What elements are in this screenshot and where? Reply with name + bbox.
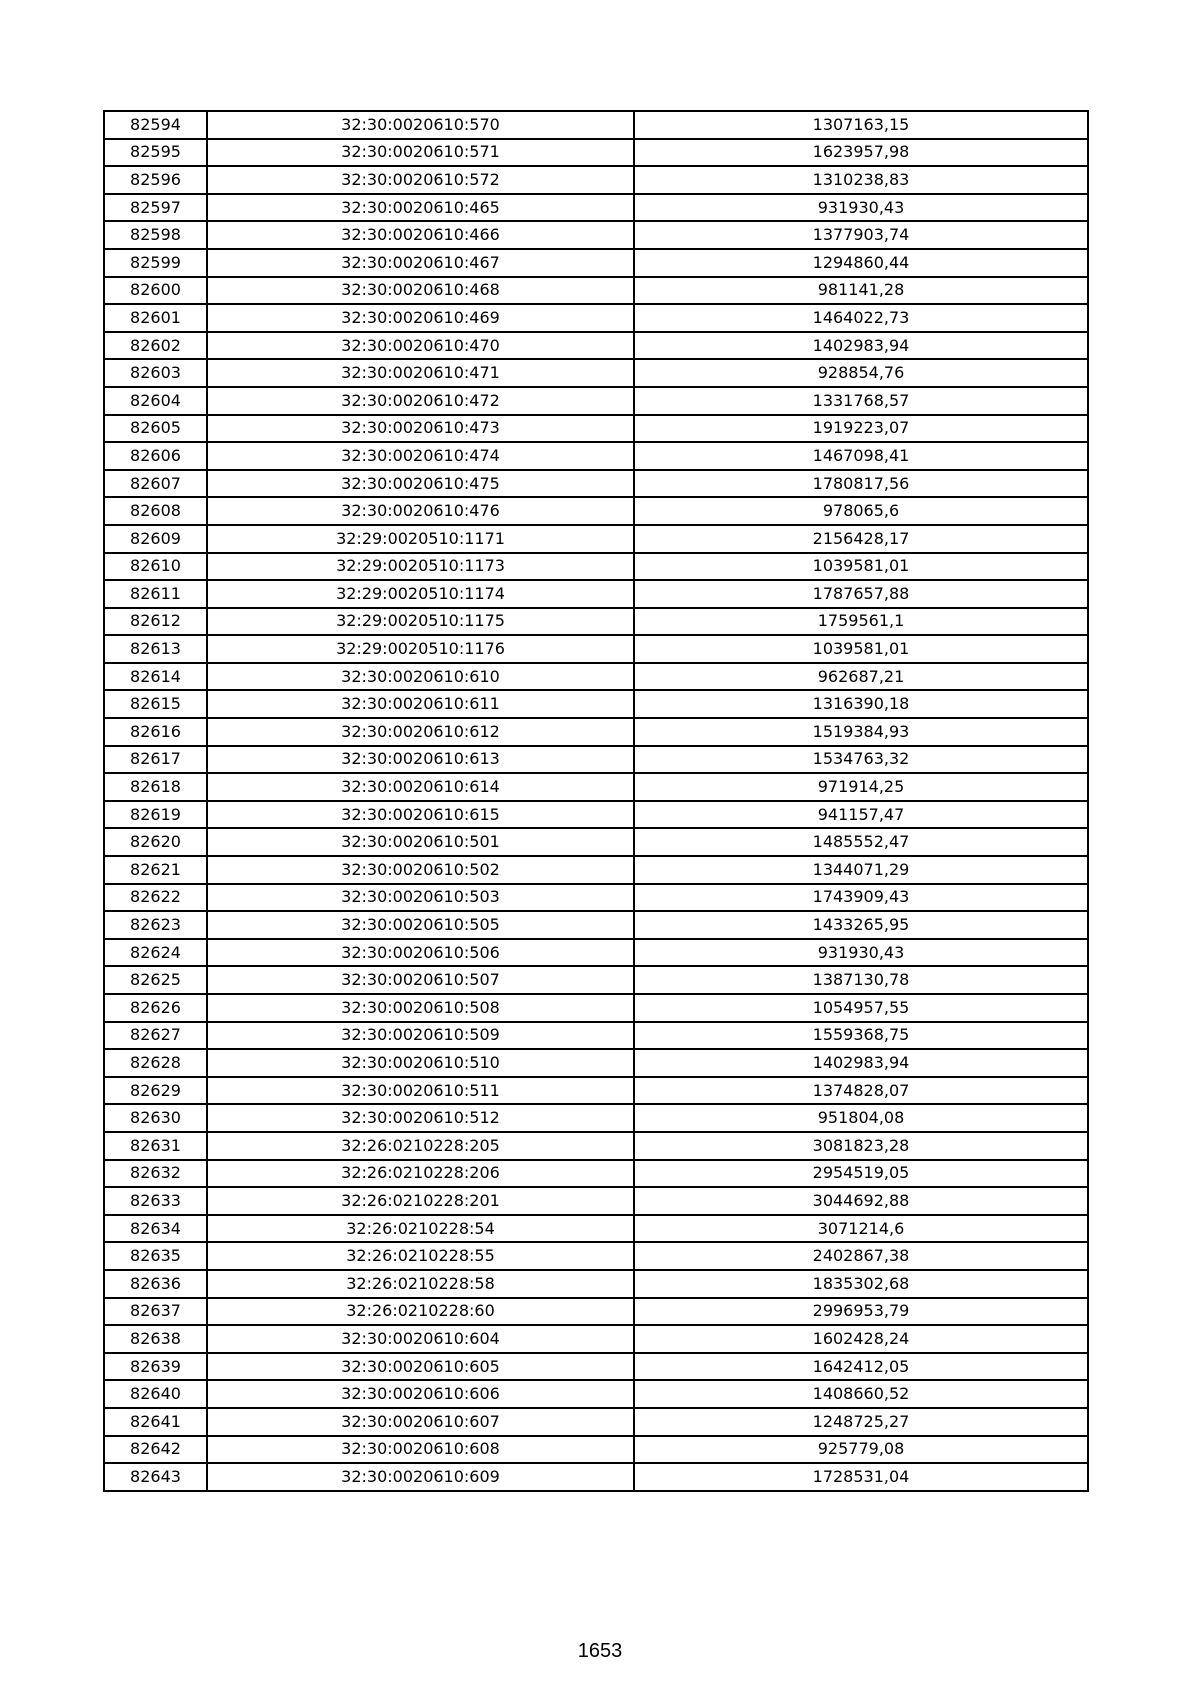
table-row — [104, 497, 1088, 525]
cadastral-number-cell: 32:30:0020610:512 — [207, 1104, 634, 1132]
row-number-cell: 82594 — [104, 111, 207, 139]
row-number-cell: 82637 — [104, 1298, 207, 1326]
cadastral-number-cell: 32:30:0020610:610 — [207, 663, 634, 691]
row-number-cell: 82597 — [104, 194, 207, 222]
value-cell: 1602428,24 — [634, 1325, 1088, 1353]
table-row — [104, 608, 1088, 636]
table-row — [104, 1380, 1088, 1408]
value-cell: 3044692,88 — [634, 1187, 1088, 1215]
row-number-cell: 82611 — [104, 580, 207, 608]
value-cell: 1835302,68 — [634, 1270, 1088, 1298]
row-number-cell: 82634 — [104, 1215, 207, 1243]
cadastral-number-cell: 32:30:0020610:507 — [207, 966, 634, 994]
value-cell: 1248725,27 — [634, 1408, 1088, 1436]
value-cell: 1294860,44 — [634, 249, 1088, 277]
row-number-cell: 82633 — [104, 1187, 207, 1215]
row-number-cell: 82636 — [104, 1270, 207, 1298]
table-row — [104, 1325, 1088, 1353]
table-row — [104, 828, 1088, 856]
table-row — [104, 994, 1088, 1022]
table-row — [104, 415, 1088, 443]
cadastral-number-cell: 32:30:0020610:474 — [207, 442, 634, 470]
table-row — [104, 553, 1088, 581]
value-cell: 951804,08 — [634, 1104, 1088, 1132]
cadastral-number-cell: 32:30:0020610:511 — [207, 1077, 634, 1105]
table-row — [104, 1242, 1088, 1270]
row-number-cell: 82622 — [104, 884, 207, 912]
value-cell: 1919223,07 — [634, 415, 1088, 443]
value-cell: 1485552,47 — [634, 828, 1088, 856]
row-number-cell: 82595 — [104, 139, 207, 167]
value-cell: 1316390,18 — [634, 690, 1088, 718]
row-number-cell: 82627 — [104, 1022, 207, 1050]
row-number-cell: 82629 — [104, 1077, 207, 1105]
cadastral-number-cell: 32:30:0020610:502 — [207, 856, 634, 884]
row-number-cell: 82599 — [104, 249, 207, 277]
row-number-cell: 82639 — [104, 1353, 207, 1381]
table-row — [104, 304, 1088, 332]
table-row — [104, 1298, 1088, 1326]
cadastral-number-cell: 32:30:0020610:606 — [207, 1380, 634, 1408]
value-cell: 1467098,41 — [634, 442, 1088, 470]
table-row — [104, 332, 1088, 360]
value-cell: 1519384,93 — [634, 718, 1088, 746]
cadastral-number-cell: 32:30:0020610:468 — [207, 277, 634, 305]
value-cell: 962687,21 — [634, 663, 1088, 691]
table-row — [104, 801, 1088, 829]
cadastral-number-cell: 32:30:0020610:475 — [207, 470, 634, 498]
table-row — [104, 277, 1088, 305]
value-cell: 1759561,1 — [634, 608, 1088, 636]
value-cell: 1743909,43 — [634, 884, 1088, 912]
table-row — [104, 746, 1088, 774]
table-row — [104, 166, 1088, 194]
cadastral-number-cell: 32:29:0020510:1174 — [207, 580, 634, 608]
table-row — [104, 525, 1088, 553]
value-cell: 3081823,28 — [634, 1132, 1088, 1160]
cadastral-number-cell: 32:26:0210228:205 — [207, 1132, 634, 1160]
value-cell: 1344071,29 — [634, 856, 1088, 884]
value-cell: 1310238,83 — [634, 166, 1088, 194]
row-number-cell: 82619 — [104, 801, 207, 829]
cadastral-number-cell: 32:30:0020610:476 — [207, 497, 634, 525]
row-number-cell: 82626 — [104, 994, 207, 1022]
cadastral-number-cell: 32:26:0210228:54 — [207, 1215, 634, 1243]
cadastral-number-cell: 32:30:0020610:608 — [207, 1436, 634, 1464]
cadastral-number-cell: 32:30:0020610:571 — [207, 139, 634, 167]
value-cell: 2402867,38 — [634, 1242, 1088, 1270]
table-row — [104, 221, 1088, 249]
table-row — [104, 194, 1088, 222]
row-number-cell: 82638 — [104, 1325, 207, 1353]
value-cell: 931930,43 — [634, 939, 1088, 967]
value-cell: 1534763,32 — [634, 746, 1088, 774]
row-number-cell: 82641 — [104, 1408, 207, 1436]
row-number-cell: 82603 — [104, 359, 207, 387]
cadastral-number-cell: 32:30:0020610:605 — [207, 1353, 634, 1381]
cadastral-number-cell: 32:30:0020610:612 — [207, 718, 634, 746]
cadastral-number-cell: 32:30:0020610:506 — [207, 939, 634, 967]
value-cell: 941157,47 — [634, 801, 1088, 829]
row-number-cell: 82598 — [104, 221, 207, 249]
page-number: 1653 — [577, 1640, 623, 1662]
cadastral-number-cell: 32:30:0020610:472 — [207, 387, 634, 415]
cadastral-number-cell: 32:30:0020610:508 — [207, 994, 634, 1022]
value-cell: 1780817,56 — [634, 470, 1088, 498]
cadastral-number-cell: 32:30:0020610:505 — [207, 911, 634, 939]
table-row — [104, 718, 1088, 746]
cadastral-number-cell: 32:26:0210228:206 — [207, 1160, 634, 1188]
row-number-cell: 82632 — [104, 1160, 207, 1188]
cadastral-number-cell: 32:30:0020610:510 — [207, 1049, 634, 1077]
value-cell: 3071214,6 — [634, 1215, 1088, 1243]
row-number-cell: 82625 — [104, 966, 207, 994]
table-row — [104, 1049, 1088, 1077]
table-row — [104, 1353, 1088, 1381]
cadastral-number-cell: 32:30:0020610:572 — [207, 166, 634, 194]
table-row — [104, 1436, 1088, 1464]
cadastral-number-cell: 32:29:0020510:1176 — [207, 635, 634, 663]
value-cell: 2996953,79 — [634, 1298, 1088, 1326]
row-number-cell: 82604 — [104, 387, 207, 415]
value-cell: 1787657,88 — [634, 580, 1088, 608]
table-row — [104, 387, 1088, 415]
row-number-cell: 82630 — [104, 1104, 207, 1132]
row-number-cell: 82607 — [104, 470, 207, 498]
row-number-cell: 82615 — [104, 690, 207, 718]
value-cell: 1464022,73 — [634, 304, 1088, 332]
value-cell: 1408660,52 — [634, 1380, 1088, 1408]
cadastral-number-cell: 32:30:0020610:607 — [207, 1408, 634, 1436]
cadastral-number-cell: 32:30:0020610:614 — [207, 773, 634, 801]
value-cell: 1039581,01 — [634, 635, 1088, 663]
value-cell: 925779,08 — [634, 1436, 1088, 1464]
cadastral-number-cell: 32:30:0020610:615 — [207, 801, 634, 829]
table-row — [104, 884, 1088, 912]
value-cell: 1642412,05 — [634, 1353, 1088, 1381]
row-number-cell: 82605 — [104, 415, 207, 443]
table-row — [104, 856, 1088, 884]
table-row — [104, 1463, 1088, 1491]
value-cell: 1054957,55 — [634, 994, 1088, 1022]
row-number-cell: 82601 — [104, 304, 207, 332]
row-number-cell: 82610 — [104, 553, 207, 581]
cadastral-number-cell: 32:26:0210228:58 — [207, 1270, 634, 1298]
cadastral-number-cell: 32:26:0210228:201 — [207, 1187, 634, 1215]
table-row — [104, 1104, 1088, 1132]
row-number-cell: 82614 — [104, 663, 207, 691]
table-row — [104, 1408, 1088, 1436]
table-row — [104, 359, 1088, 387]
value-cell: 1377903,74 — [634, 221, 1088, 249]
cadastral-number-cell: 32:30:0020610:501 — [207, 828, 634, 856]
cadastral-number-cell: 32:30:0020610:503 — [207, 884, 634, 912]
cadastral-number-cell: 32:29:0020510:1171 — [207, 525, 634, 553]
row-number-cell: 82596 — [104, 166, 207, 194]
cadastral-number-cell: 32:30:0020610:467 — [207, 249, 634, 277]
row-number-cell: 82631 — [104, 1132, 207, 1160]
value-cell: 1402983,94 — [634, 1049, 1088, 1077]
table-row — [104, 1187, 1088, 1215]
row-number-cell: 82609 — [104, 525, 207, 553]
cadastral-number-cell: 32:29:0020510:1173 — [207, 553, 634, 581]
row-number-cell: 82643 — [104, 1463, 207, 1491]
table-row — [104, 139, 1088, 167]
table-body — [104, 111, 1088, 1491]
cadastral-number-cell: 32:30:0020610:471 — [207, 359, 634, 387]
table-row — [104, 1270, 1088, 1298]
cadastral-number-cell: 32:30:0020610:465 — [207, 194, 634, 222]
row-number-cell: 82624 — [104, 939, 207, 967]
cadastral-number-cell: 32:30:0020610:473 — [207, 415, 634, 443]
value-cell: 1402983,94 — [634, 332, 1088, 360]
cadastral-number-cell: 32:30:0020610:509 — [207, 1022, 634, 1050]
row-number-cell: 82628 — [104, 1049, 207, 1077]
cadastral-number-cell: 32:30:0020610:570 — [207, 111, 634, 139]
row-number-cell: 82642 — [104, 1436, 207, 1464]
cadastral-number-cell: 32:30:0020610:604 — [207, 1325, 634, 1353]
table-row — [104, 911, 1088, 939]
value-cell: 1559368,75 — [634, 1022, 1088, 1050]
table-row — [104, 111, 1088, 139]
value-cell: 2156428,17 — [634, 525, 1088, 553]
value-cell: 2954519,05 — [634, 1160, 1088, 1188]
table-row — [104, 939, 1088, 967]
table-row — [104, 663, 1088, 691]
value-cell: 931930,43 — [634, 194, 1088, 222]
row-number-cell: 82635 — [104, 1242, 207, 1270]
value-cell: 1374828,07 — [634, 1077, 1088, 1105]
table-row — [104, 690, 1088, 718]
cadastral-number-cell: 32:30:0020610:613 — [207, 746, 634, 774]
value-cell: 1728531,04 — [634, 1463, 1088, 1491]
table-row — [104, 1022, 1088, 1050]
value-cell: 1623957,98 — [634, 139, 1088, 167]
data-table — [103, 110, 1089, 1492]
table-row — [104, 249, 1088, 277]
row-number-cell: 82617 — [104, 746, 207, 774]
table-row — [104, 1160, 1088, 1188]
table-row — [104, 580, 1088, 608]
table-row — [104, 635, 1088, 663]
row-number-cell: 82618 — [104, 773, 207, 801]
table-row — [104, 966, 1088, 994]
row-number-cell: 82606 — [104, 442, 207, 470]
row-number-cell: 82613 — [104, 635, 207, 663]
table-row — [104, 1132, 1088, 1160]
value-cell: 1433265,95 — [634, 911, 1088, 939]
row-number-cell: 82616 — [104, 718, 207, 746]
value-cell: 971914,25 — [634, 773, 1088, 801]
value-cell: 1039581,01 — [634, 553, 1088, 581]
table-row — [104, 1215, 1088, 1243]
cadastral-number-cell: 32:30:0020610:611 — [207, 690, 634, 718]
cadastral-number-cell: 32:30:0020610:609 — [207, 1463, 634, 1491]
row-number-cell: 82620 — [104, 828, 207, 856]
value-cell: 1387130,78 — [634, 966, 1088, 994]
value-cell: 928854,76 — [634, 359, 1088, 387]
cadastral-number-cell: 32:29:0020510:1175 — [207, 608, 634, 636]
row-number-cell: 82602 — [104, 332, 207, 360]
value-cell: 981141,28 — [634, 277, 1088, 305]
cadastral-number-cell: 32:30:0020610:466 — [207, 221, 634, 249]
cadastral-number-cell: 32:30:0020610:469 — [207, 304, 634, 332]
row-number-cell: 82600 — [104, 277, 207, 305]
row-number-cell: 82608 — [104, 497, 207, 525]
table-row — [104, 773, 1088, 801]
row-number-cell: 82621 — [104, 856, 207, 884]
row-number-cell: 82640 — [104, 1380, 207, 1408]
value-cell: 1307163,15 — [634, 111, 1088, 139]
table-row — [104, 470, 1088, 498]
cadastral-number-cell: 32:30:0020610:470 — [207, 332, 634, 360]
row-number-cell: 82623 — [104, 911, 207, 939]
value-cell: 1331768,57 — [634, 387, 1088, 415]
table-row — [104, 442, 1088, 470]
row-number-cell: 82612 — [104, 608, 207, 636]
cadastral-number-cell: 32:26:0210228:60 — [207, 1298, 634, 1326]
cadastral-number-cell: 32:26:0210228:55 — [207, 1242, 634, 1270]
table-row — [104, 1077, 1088, 1105]
value-cell: 978065,6 — [634, 497, 1088, 525]
